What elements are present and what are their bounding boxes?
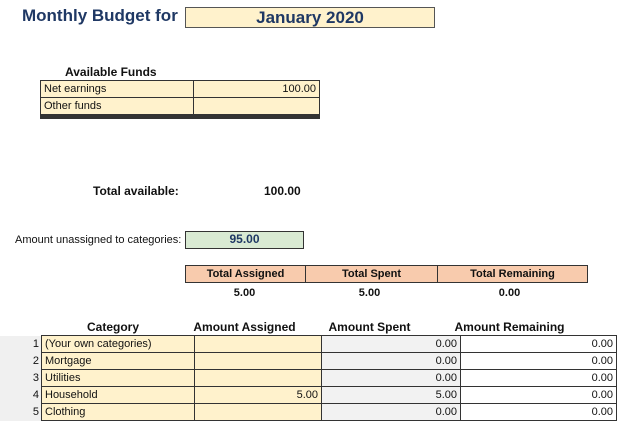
- row-number: 4: [0, 387, 42, 404]
- available-funds-heading: Available Funds: [65, 65, 157, 79]
- table-row: [0, 370, 617, 387]
- remaining-cell: 0.00: [460, 335, 617, 353]
- assigned-column-header: Amount Assigned: [193, 320, 296, 334]
- spent-cell: 0.00: [321, 352, 461, 370]
- row-number: 2: [0, 353, 42, 370]
- table-row: [0, 353, 617, 370]
- spent-cell: 0.00: [321, 403, 461, 421]
- funds-label-cell[interactable]: Net earnings: [40, 80, 194, 98]
- remaining-cell: 0.00: [460, 352, 617, 370]
- spent-cell: 0.00: [321, 369, 461, 387]
- funds-label-cell[interactable]: [40, 117, 194, 119]
- totals-header-row: [186, 265, 588, 283]
- funds-label-cell[interactable]: Other funds: [40, 97, 194, 115]
- total-assigned-header: Total Assigned: [185, 265, 306, 283]
- month-field[interactable]: January 2020: [185, 7, 435, 28]
- table-row: [0, 404, 617, 421]
- remaining-cell: 0.00: [460, 369, 617, 387]
- category-name-cell[interactable]: Utilities: [41, 369, 195, 387]
- category-table: [0, 336, 617, 421]
- category-name-cell[interactable]: (Your own categories): [41, 335, 195, 353]
- remaining-cell: 0.00: [460, 386, 617, 404]
- unassigned-value: 95.00: [185, 231, 304, 249]
- table-row: [0, 336, 617, 353]
- remaining-column-header: Amount Remaining: [454, 320, 565, 334]
- unassigned-label: Amount unassigned to categories:: [15, 234, 182, 246]
- category-name-cell[interactable]: Household: [41, 386, 195, 404]
- row-number: 1: [0, 336, 42, 353]
- assigned-cell[interactable]: [194, 352, 322, 370]
- assigned-cell[interactable]: 5.00: [194, 386, 322, 404]
- total-spent-header: Total Spent: [305, 265, 438, 283]
- remaining-cell: 0.00: [460, 403, 617, 421]
- category-column-header: Category: [86, 320, 139, 334]
- total-assigned-value: 5.00: [233, 287, 256, 299]
- category-name-cell[interactable]: Clothing: [41, 403, 195, 421]
- total-available-value: 100.00: [264, 184, 301, 198]
- funds-value-cell[interactable]: [193, 117, 320, 119]
- total-remaining-header: Total Remaining: [437, 265, 588, 283]
- funds-value-cell[interactable]: [193, 97, 320, 115]
- total-available-label: Total available:: [93, 184, 179, 198]
- assigned-cell[interactable]: [194, 369, 322, 387]
- category-name-cell[interactable]: Mortgage: [41, 352, 195, 370]
- assigned-cell[interactable]: [194, 403, 322, 421]
- total-remaining-value: 0.00: [498, 287, 521, 299]
- assigned-cell[interactable]: [194, 335, 322, 353]
- spent-cell: 0.00: [321, 335, 461, 353]
- total-spent-value: 5.00: [358, 287, 381, 299]
- spent-column-header: Amount Spent: [328, 320, 411, 334]
- spent-cell: 5.00: [321, 386, 461, 404]
- funds-value-cell[interactable]: 100.00: [193, 80, 320, 98]
- funds-table: [41, 81, 320, 119]
- page-title: Monthly Budget for: [22, 6, 178, 25]
- table-row: [0, 387, 617, 404]
- row-number: 5: [0, 404, 42, 421]
- row-number: 3: [0, 370, 42, 387]
